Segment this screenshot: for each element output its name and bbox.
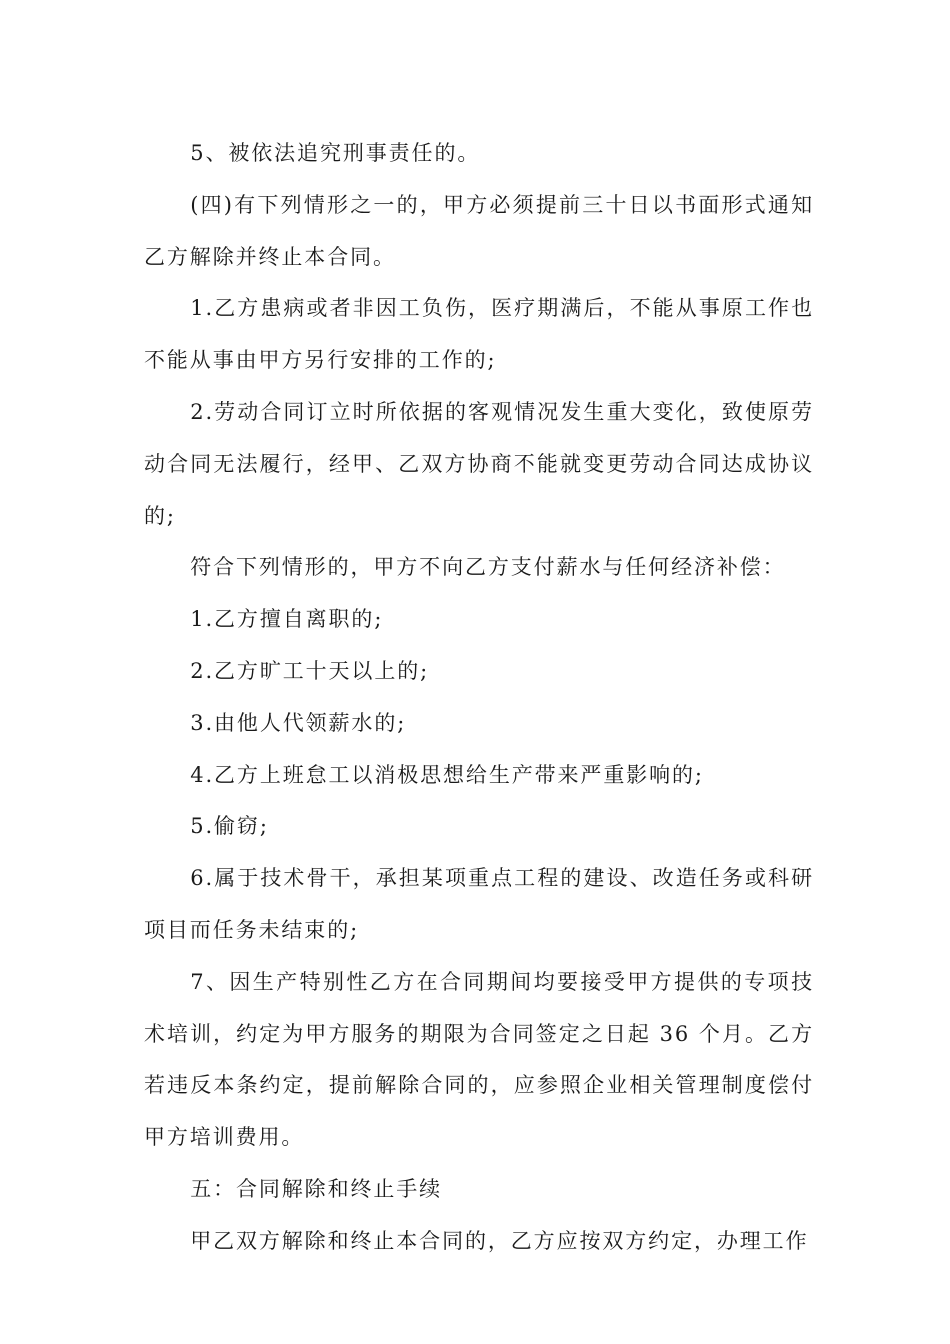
paragraph-item-4-slacking: 4.乙方上班怠工以消极思想给生产带来严重影响的; bbox=[190, 762, 704, 787]
paragraph-item-1-illness: 1.乙方患病或者非因工负伤，医疗期满后，不能从事原工作也不能从事由甲方另行安排的工作的; bbox=[144, 296, 814, 373]
paragraph-procedures-body: 甲乙双方解除和终止本合同的，乙方应按双方约定，办理工作 bbox=[190, 1228, 809, 1253]
paragraph-item-7-training: 7、因生产特别性乙方在合同期间均要接受甲方提供的专项技术培训，约定为甲方服务的期限为合同签定之日起 36 个月。乙方若违反本条约定，提前解除合同的，应参照企业相关管理制度偿付甲方培训费用。 bbox=[144, 969, 814, 1150]
paragraph-item-2-absence: 2.乙方旷工十天以上的; bbox=[190, 658, 430, 683]
paragraph-item-6-key-staff: 6.属于技术骨干，承担某项重点工程的建设、改造任务或科研项目而任务未结束的; bbox=[144, 866, 814, 942]
paragraph-no-compensation-intro: 符合下列情形的，甲方不向乙方支付薪水与任何经济补偿： bbox=[190, 555, 786, 580]
paragraph-item-3-salary-proxy: 3.由他人代领薪水的; bbox=[190, 710, 407, 735]
paragraph-clause-5-criminal: 5、被依法追究刑事责任的。 bbox=[190, 141, 481, 165]
paragraph-item-2-circumstances: 2.劳动合同订立时所依据的客观情况发生重大变化，致使原劳动合同无法履行，经甲、乙双方协商不能就变更劳动合同达成协议的; bbox=[144, 399, 814, 528]
paragraph-item-1-resign: 1.乙方擅自离职的; bbox=[190, 607, 384, 632]
paragraph-section-4-notice: (四)有下列情形之一的，甲方必须提前三十日以书面形式通知乙方解除并终止本合同。 bbox=[144, 192, 814, 269]
section-heading-5-procedures: 五：合同解除和终止手续 bbox=[190, 1176, 443, 1201]
paragraph-item-5-theft: 5.偷窃; bbox=[190, 814, 269, 839]
document-body bbox=[144, 128, 814, 1268]
